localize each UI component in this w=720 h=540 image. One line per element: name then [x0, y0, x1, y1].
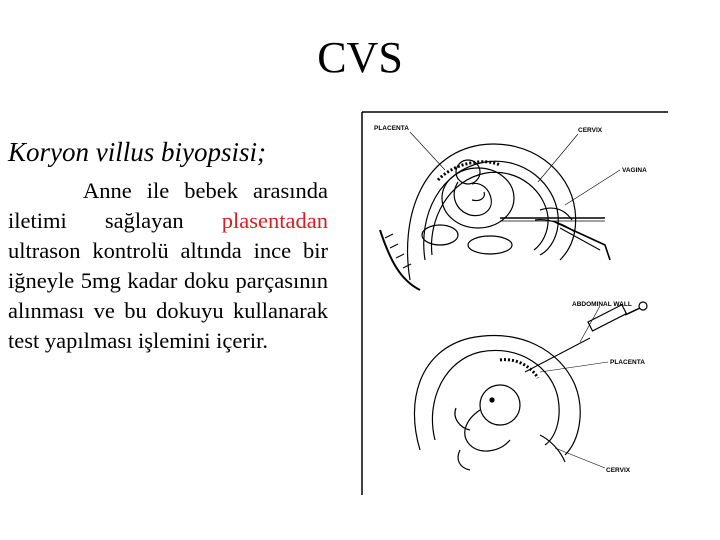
label-vagina: VAGINA [622, 167, 647, 174]
body-text-part2: ultrason kontrolü altında ince bir iğneyle 5mg kadar doku parçasının alınması ve bu dokuyu kullanarak test yapılması işlemini içerir. [8, 238, 328, 353]
label-cervix-top: CERVIX [578, 127, 603, 134]
label-placenta-bottom: PLACENTA [610, 359, 645, 366]
slide-subtitle: Koryon villus biyopsisi; [8, 137, 266, 167]
body-text-highlight: plasentadan [221, 208, 328, 233]
label-abdominal-wall: ABDOMINAL WALL [572, 301, 632, 308]
slide-title: CVS [317, 33, 403, 82]
label-placenta-top: PLACENTA [374, 125, 409, 132]
transcervical-diagram [380, 132, 620, 290]
cvs-illustration [360, 110, 670, 495]
transabdominal-diagram [414, 302, 647, 470]
body-paragraph [8, 176, 328, 356]
label-cervix-bottom: CERVIX [606, 467, 631, 474]
body-text-part1: Anne ile bebek arasında iletimi sağlayan [8, 178, 328, 233]
